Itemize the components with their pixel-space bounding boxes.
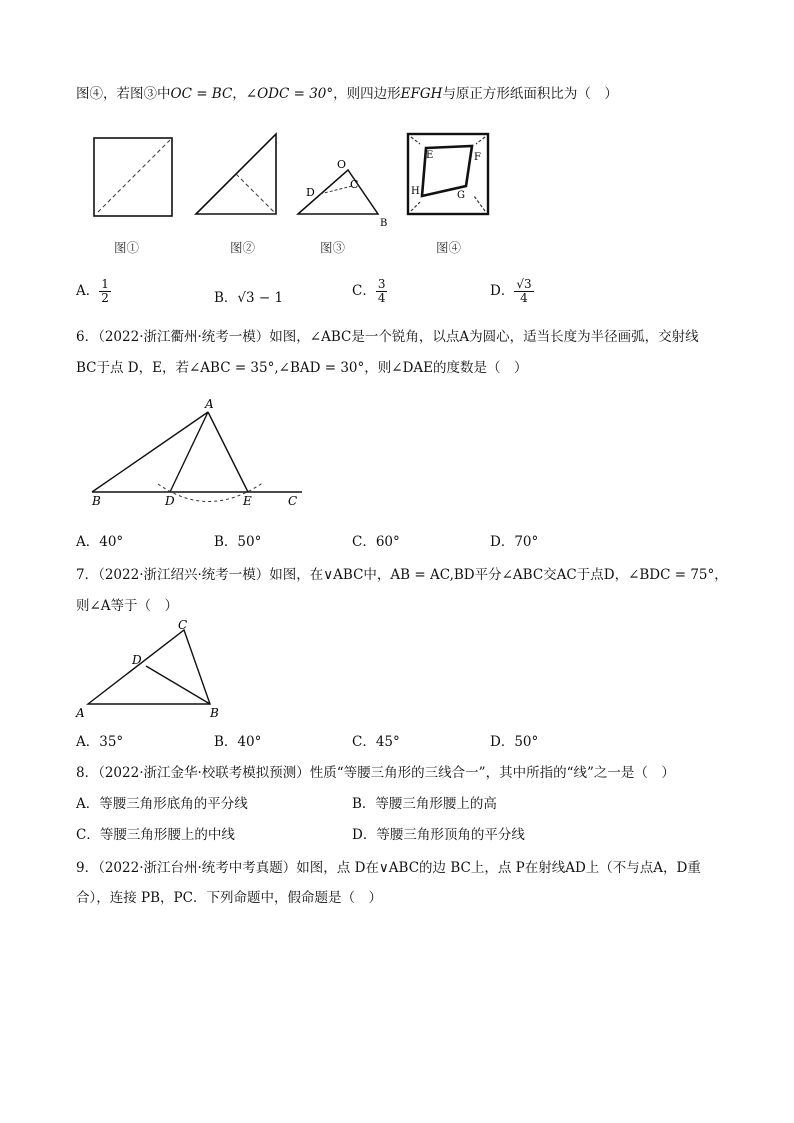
q5-option-a[interactable] [76, 278, 111, 305]
q6-option-a[interactable]: A．40° [76, 534, 124, 550]
q7-label-d: D [132, 653, 142, 667]
q5-fig3-label-o: O [337, 158, 347, 171]
q6-label-d: D [165, 494, 175, 508]
q5-figure-2 [190, 130, 285, 220]
option-letter: D． [490, 283, 515, 299]
q5-stem [76, 82, 618, 102]
q5-fig4-label-h: H [411, 186, 420, 197]
option-letter: A． [76, 283, 100, 299]
q7-stem-line-2: 则∠A等于（ ） [76, 598, 179, 614]
option-letter: B． [214, 290, 238, 306]
q5-stem-part: 与原正方形纸面积比为（ ） [442, 86, 618, 102]
q5-fig4-label-f: F [474, 152, 481, 163]
q5-caption-4: 图④ [436, 240, 462, 255]
q5-condition-1: OC = BC [170, 86, 233, 102]
q9-stem-line-2: 合），连接 PB，PC．下列命题中，假命题是（ ） [76, 890, 382, 906]
option-letter: C． [352, 283, 376, 299]
denominator: 4 [520, 291, 528, 305]
q8-option-c[interactable]: C．等腰三角形腰上的中线 [76, 827, 235, 843]
q5-caption-3: 图③ [320, 240, 346, 255]
q5-fig3-label-d: D [306, 186, 315, 199]
q8-option-a[interactable]: A．等腰三角形底角的平分线 [76, 796, 248, 812]
q6-figure [88, 396, 308, 508]
q5-fig4-label-g: G [457, 190, 465, 201]
q5-quad-name: EFGH [400, 86, 443, 102]
q8-option-d[interactable]: D．等腰三角形顶角的平分线 [352, 827, 525, 843]
fraction [376, 278, 388, 305]
q6-stem-line-2: BC于点 D，E，若∠ABC = 35°,∠BAD = 30°，则∠DAE的度数是（ ） [76, 360, 528, 376]
q6-label-e: E [243, 494, 252, 508]
q5-option-b[interactable] [214, 286, 283, 306]
q5-fig3-label-c: C [350, 178, 359, 191]
q5-option-c[interactable] [352, 278, 387, 305]
q5-option-d[interactable] [490, 278, 534, 305]
q5-sep: ， [232, 86, 246, 102]
q7-label-b: B [210, 706, 219, 720]
q5-stem-part: 图④，若图③中 [76, 86, 171, 102]
numerator: 1 [101, 277, 109, 291]
q5-fig3-label-b: B [380, 218, 388, 229]
q6-stem-line-1: 6．（2022·浙江衢州·统考一模）如图，∠ABC是一个锐角，以点A为圆心，适当长度为半径画弧，交射线 [76, 329, 699, 345]
q5-fig4-label-e: E [426, 150, 434, 161]
q7-figure [74, 618, 234, 722]
numerator: √3 [516, 277, 532, 291]
q5-condition-2: ∠ODC = 30° [245, 86, 334, 102]
q5-figure-3 [290, 150, 400, 230]
q5-stem-part: ，则四边形 [333, 86, 401, 102]
q5-figure-4 [402, 128, 502, 220]
q6-label-a: A [205, 397, 214, 411]
q5-figure-1 [90, 132, 180, 222]
q8-option-b[interactable]: B．等腰三角形腰上的高 [352, 796, 497, 812]
q7-label-a: A [76, 706, 85, 720]
denominator: 2 [101, 291, 109, 305]
q6-label-b: B [92, 494, 101, 508]
option-value: √3 − 1 [237, 290, 284, 306]
q7-option-a[interactable]: A．35° [76, 734, 124, 750]
q7-option-c[interactable]: C．45° [352, 734, 400, 750]
q8-stem: 8．（2022·浙江金华·校联考模拟预测）性质“等腰三角形的三线合一”，其中所指的“线”之一是（ ） [76, 765, 675, 781]
q7-stem-line-1: 7．（2022·浙江绍兴·统考一模）如图，在∨ABC中，AB = AC,BD平分∠ABC交AC于点D，∠BDC = 75°， [76, 567, 728, 583]
fraction [514, 278, 533, 305]
q5-caption-1: 图① [114, 240, 140, 255]
q6-label-c: C [288, 494, 298, 508]
numerator: 3 [377, 277, 386, 291]
q7-label-c: C [178, 618, 188, 632]
fraction [99, 278, 111, 305]
q5-caption-2: 图② [230, 240, 256, 255]
q6-option-b[interactable]: B．50° [214, 534, 262, 550]
denominator: 4 [377, 291, 386, 305]
q7-option-b[interactable]: B．40° [214, 734, 262, 750]
q7-option-d[interactable]: D．50° [490, 734, 539, 750]
q9-stem-line-1: 9．（2022·浙江台州·统考中考真题）如图，点 D在∨ABC的边 BC上，点 P在射线AD上（不与点A，D重 [76, 860, 701, 876]
q6-option-c[interactable]: C．60° [352, 534, 400, 550]
q6-option-d[interactable]: D．70° [490, 534, 539, 550]
